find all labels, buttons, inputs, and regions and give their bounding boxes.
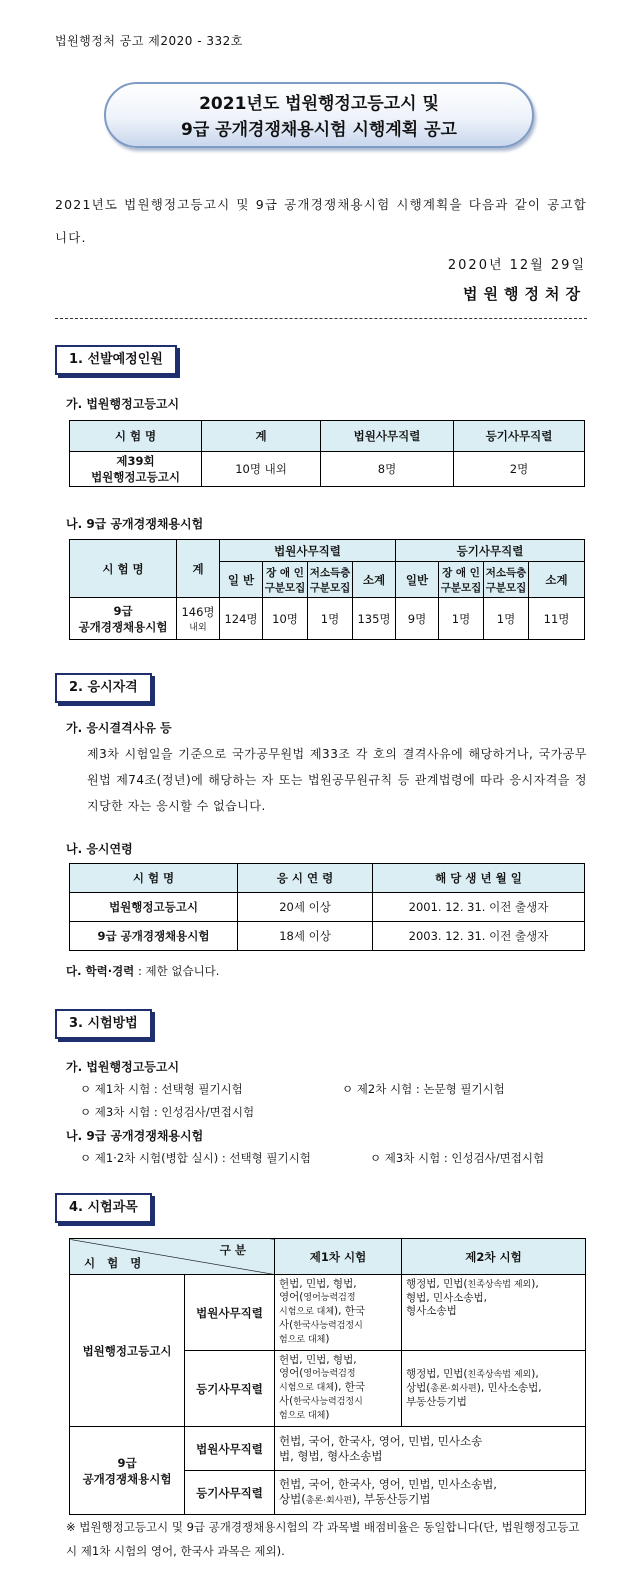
division-court: 법원사무직렬 — [185, 1427, 275, 1471]
exam-name-cell: 9급 공개경쟁채용시험 — [70, 922, 238, 951]
value-cell: 9명 — [396, 598, 439, 640]
intro-text: 2021년도 법원행정고등고시 및 9급 공개경쟁채용시험 시행계획을 다음과 같이 공고합니다. — [55, 197, 587, 245]
section-1-title: 1. 선발예정인원 — [55, 345, 177, 375]
exam-method-item: ㅇ 제2차 시험 : 논문형 필기시험 — [342, 1082, 505, 1096]
th-first: 제1차 시험 — [275, 1239, 402, 1275]
age-cell: 18세 이상 — [238, 922, 373, 951]
value-cell: 1명 — [308, 598, 353, 640]
exam-name-cell: 제39회 법원행정고등고시 — [70, 452, 202, 487]
th-lowincome-2: 저소득층 구분모집 — [484, 562, 529, 598]
th-age: 응 시 연 령 — [238, 864, 373, 893]
title-line-2: 9급 공개경쟁채용시험 시행계획 공고 — [181, 120, 457, 140]
th-total: 계 — [202, 421, 321, 452]
exam-name-cell: 9급 공개경쟁채용시험 — [70, 1427, 185, 1515]
subject-cell: 헌법, 국어, 한국사, 영어, 민법, 민사소송법, 형법, 형사소송법 — [275, 1427, 586, 1471]
exam-method-item: ㅇ 제3차 시험 : 인성검사/면접시험 — [370, 1151, 545, 1165]
value-cell: 124명 — [220, 598, 263, 640]
age-table — [69, 863, 585, 951]
divider — [55, 318, 587, 319]
section-1-sub-b: 나. 9급 공개경쟁채용시험 — [66, 517, 204, 531]
subject-cell: 행정법, 민법(친족상속법 제외), 상법(총론·회사편), 민사소송법, 부동산등기법 — [402, 1351, 586, 1427]
subject-cell: 행정법, 민법(친족상속법 제외), 형법, 민사소송법, 형사소송법 — [402, 1275, 586, 1351]
exam-name-cell: 9급 공개경쟁채용시험 — [70, 598, 177, 640]
th-sum: 소계 — [353, 562, 396, 598]
th-exam: 시 험 명 — [70, 864, 238, 893]
subject-cell: 헌법, 국어, 한국사, 영어, 민법, 민사소송법, 상법(총론·회사편), 부동산등기법 — [275, 1471, 586, 1515]
footnote: ※ 법원행정고등고시 및 9급 공개경쟁채용시험의 각 과목별 배점비율은 동일합니다(단, 법원행정고등고시 제1차 시험의 영어, 한국사 과목은 제외). — [66, 1520, 580, 1558]
division-registry: 등기사무직렬 — [185, 1471, 275, 1515]
th-second: 제2차 시험 — [402, 1239, 586, 1275]
value-cell: 10명 — [263, 598, 308, 640]
subject-cell: 헌법, 민법, 형법, 영어(영어능력검정 시험으로 대체), 한국 사(한국사능력검정시 험으로 대체) — [275, 1351, 402, 1427]
subject-cell: 헌법, 민법, 형법, 영어(영어능력검정 시험으로 대체), 한국 사(한국사능력검정시 험으로 대체) — [275, 1275, 402, 1351]
th-disabled: 장 애 인 구분모집 — [263, 562, 308, 598]
th-total: 계 — [177, 540, 220, 598]
division-registry: 등기사무직렬 — [185, 1351, 275, 1427]
th-exam: 시 험 명 — [70, 540, 177, 598]
value-cell: 135명 — [353, 598, 396, 640]
section-3-sub-a: 가. 법원행정고등고시 — [66, 1060, 180, 1074]
title-line-1: 2021년도 법원행정고등고시 및 — [199, 94, 439, 114]
exam-name-cell: 법원행정고등고시 — [70, 893, 238, 922]
signer: 법원행정처장 — [463, 285, 586, 303]
th-sum-2: 소계 — [529, 562, 585, 598]
th-exam: 시 험 명 — [70, 421, 202, 452]
value-cell: 11명 — [529, 598, 585, 640]
value-cell: 1명 — [484, 598, 529, 640]
total-cell: 146명 내외 — [177, 598, 220, 640]
recruit-table-a — [69, 420, 585, 487]
exam-name-cell: 법원행정고등고시 — [70, 1275, 185, 1427]
section-2-sub-b: 나. 응시연령 — [66, 842, 133, 856]
subject-table — [69, 1238, 586, 1515]
section-2-sub-c: 다. 학력·경력 : 제한 없습니다. — [66, 964, 220, 978]
th-court: 법원사무직렬 — [220, 540, 396, 562]
exam-method-item: ㅇ 제3차 시험 : 인성검사/면접시험 — [80, 1105, 255, 1119]
exam-method-item: ㅇ 제1차 시험 : 선택형 필기시험 — [80, 1082, 243, 1096]
th-general: 일 반 — [220, 562, 263, 598]
court-cell: 8명 — [321, 452, 454, 487]
section-2-text-a: 제3차 시험일을 기준으로 국가공무원법 제33조 각 호의 결격사유에 해당하거나, 국가공무원법 제74조(정년)에 해당하는 자 또는 법원공무원규칙 등 관계법령에 따라 응시자격을 정지당한 자는 응시할 수 없습니다. — [87, 747, 587, 813]
th-lowincome: 저소득층 구분모집 — [308, 562, 353, 598]
section-2-title: 2. 응시자격 — [55, 673, 152, 703]
title-box — [104, 82, 534, 148]
recruit-table-b — [69, 539, 585, 640]
exam-method-item: ㅇ 제1·2차 시험(병합 실시) : 선택형 필기시험 — [80, 1151, 311, 1165]
th-division: 구 분 시 험 명 — [70, 1239, 275, 1275]
notice-number: 법원행정처 공고 제2020 - 332호 — [55, 34, 243, 48]
th-court: 법원사무직렬 — [321, 421, 454, 452]
th-registry: 등기사무직렬 — [454, 421, 585, 452]
birth-cell: 2003. 12. 31. 이전 출생자 — [373, 922, 585, 951]
th-birth: 해 당 생 년 월 일 — [373, 864, 585, 893]
division-court: 법원사무직렬 — [185, 1275, 275, 1351]
th-disabled-2: 장 애 인 구분모집 — [439, 562, 484, 598]
section-1-sub-a: 가. 법원행정고등고시 — [66, 397, 180, 411]
section-3-sub-b: 나. 9급 공개경쟁채용시험 — [66, 1129, 204, 1143]
value-cell: 1명 — [439, 598, 484, 640]
section-4-title: 4. 시험과목 — [55, 1193, 152, 1223]
section-2-sub-a: 가. 응시결격사유 등 — [66, 721, 172, 735]
age-cell: 20세 이상 — [238, 893, 373, 922]
th-registry: 등기사무직렬 — [396, 540, 585, 562]
registry-cell: 2명 — [454, 452, 585, 487]
birth-cell: 2001. 12. 31. 이전 출생자 — [373, 893, 585, 922]
th-general-2: 일반 — [396, 562, 439, 598]
section-3-title: 3. 시험방법 — [55, 1009, 152, 1039]
notice-date: 2020년 12월 29일 — [447, 258, 586, 273]
total-cell: 10명 내외 — [202, 452, 321, 487]
